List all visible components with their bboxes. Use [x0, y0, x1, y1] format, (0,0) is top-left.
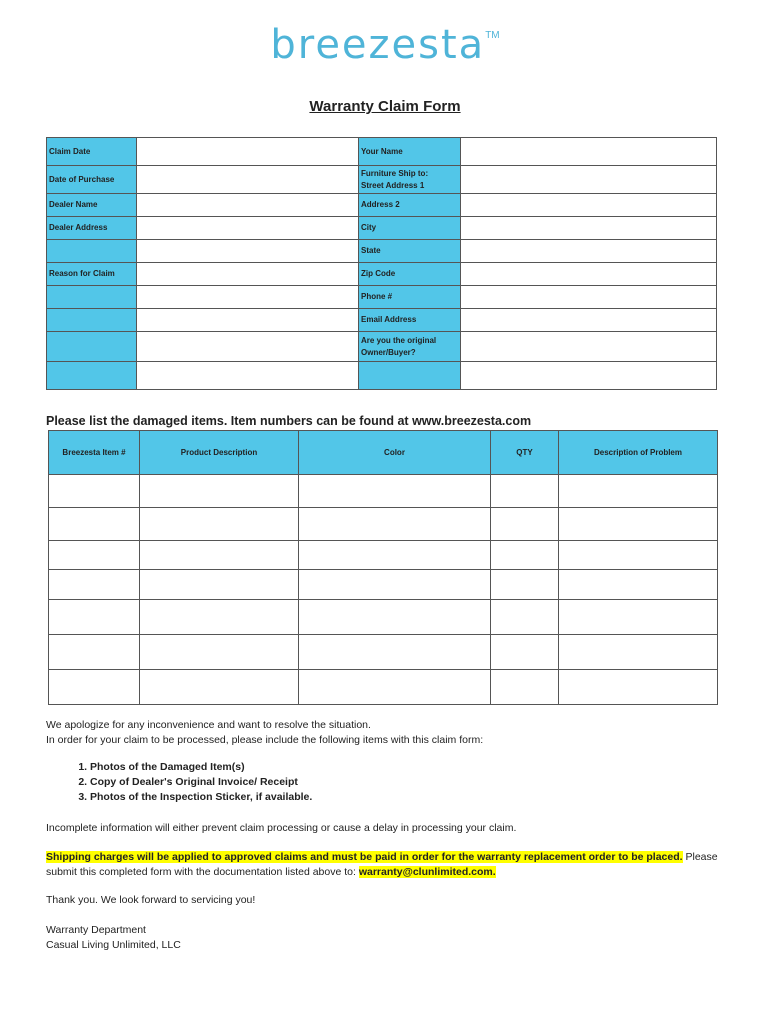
damaged-items-table — [48, 430, 718, 705]
info-left-field[interactable] — [137, 194, 359, 217]
info-left-label: Reason for Claim — [47, 263, 137, 286]
shipping-notice-paragraph — [46, 850, 726, 880]
info-left-field[interactable] — [137, 240, 359, 263]
items-cell[interactable] — [299, 670, 491, 705]
info-left-label — [47, 362, 137, 390]
info-right-label: City — [359, 217, 461, 240]
items-cell[interactable] — [140, 570, 299, 600]
items-cell[interactable] — [491, 508, 559, 541]
signature-company: Casual Living Unlimited, LLC — [46, 939, 181, 951]
form-title: Warranty Claim Form — [309, 98, 461, 115]
info-right-field[interactable] — [461, 332, 717, 362]
items-cell[interactable] — [299, 508, 491, 541]
info-row — [47, 166, 717, 194]
items-row — [49, 541, 718, 570]
items-cell[interactable] — [559, 541, 718, 570]
info-right-label: Address 2 — [359, 194, 461, 217]
thanks-text: Thank you. We look forward to servicing you! — [46, 894, 256, 906]
items-cell[interactable] — [299, 570, 491, 600]
requirement-item: 1. Photos of the Damaged Item(s) — [90, 760, 312, 775]
info-right-label: Your Name — [359, 138, 461, 166]
apology-line-1: We apologize for any inconvenience and want to resolve the situation. — [46, 719, 371, 731]
items-column-header: Breezesta Item # — [49, 431, 140, 475]
items-cell[interactable] — [491, 541, 559, 570]
items-cell[interactable] — [49, 570, 140, 600]
items-cell[interactable] — [299, 600, 491, 635]
info-row — [47, 217, 717, 240]
damaged-items-heading: Please list the damaged items. Item numbers can be found at www.breezesta.com — [46, 414, 532, 428]
signature-department: Warranty Department — [46, 924, 146, 936]
info-right-label: Phone # — [359, 286, 461, 309]
items-cell[interactable] — [49, 475, 140, 508]
info-left-field[interactable] — [137, 138, 359, 166]
items-cell[interactable] — [299, 541, 491, 570]
items-cell[interactable] — [559, 508, 718, 541]
trademark-mark: TM — [485, 30, 500, 41]
items-cell[interactable] — [491, 570, 559, 600]
items-cell[interactable] — [559, 600, 718, 635]
info-row — [47, 263, 717, 286]
info-right-label: Email Address — [359, 309, 461, 332]
items-cell[interactable] — [49, 670, 140, 705]
items-row — [49, 570, 718, 600]
items-cell[interactable] — [491, 670, 559, 705]
items-cell[interactable] — [559, 570, 718, 600]
info-right-label: Are you the original Owner/Buyer? — [359, 332, 461, 362]
items-cell[interactable] — [49, 541, 140, 570]
info-left-label: Date of Purchase — [47, 166, 137, 194]
info-row — [47, 309, 717, 332]
info-left-label — [47, 286, 137, 309]
items-cell[interactable] — [559, 635, 718, 670]
items-cell[interactable] — [140, 635, 299, 670]
items-column-header: Description of Problem — [559, 431, 718, 475]
incomplete-notice: Incomplete information will either prevent claim processing or cause a delay in processing your claim. — [46, 822, 517, 834]
brand-logo — [0, 22, 770, 68]
items-row — [49, 508, 718, 541]
items-cell[interactable] — [49, 600, 140, 635]
info-left-field[interactable] — [137, 263, 359, 286]
brand-name: breezesta — [270, 22, 486, 68]
items-cell[interactable] — [559, 670, 718, 705]
info-row — [47, 194, 717, 217]
info-left-label — [47, 332, 137, 362]
apology-text — [46, 718, 726, 748]
requirement-item: 3. Photos of the Inspection Sticker, if available. — [90, 790, 312, 805]
items-row — [49, 670, 718, 705]
submit-text: Please submit this completed form with the documentation listed above to: — [46, 851, 718, 878]
info-row — [47, 362, 717, 390]
info-right-field[interactable] — [461, 240, 717, 263]
info-row — [47, 332, 717, 362]
items-row — [49, 475, 718, 508]
items-cell[interactable] — [559, 475, 718, 508]
info-left-field[interactable] — [137, 362, 359, 390]
info-right-label: Zip Code — [359, 263, 461, 286]
items-cell[interactable] — [140, 600, 299, 635]
info-right-field[interactable] — [461, 194, 717, 217]
info-left-label: Dealer Name — [47, 194, 137, 217]
info-left-field[interactable] — [137, 217, 359, 240]
items-cell[interactable] — [140, 475, 299, 508]
info-left-field[interactable] — [137, 332, 359, 362]
items-cell[interactable] — [49, 635, 140, 670]
items-cell[interactable] — [491, 635, 559, 670]
info-right-field[interactable] — [461, 362, 717, 390]
info-left-label — [47, 309, 137, 332]
info-right-field[interactable] — [461, 286, 717, 309]
items-row — [49, 600, 718, 635]
items-cell[interactable] — [491, 475, 559, 508]
info-left-field[interactable] — [137, 166, 359, 194]
info-right-field[interactable] — [461, 263, 717, 286]
items-cell[interactable] — [140, 670, 299, 705]
items-cell[interactable] — [49, 508, 140, 541]
info-left-label: Claim Date — [47, 138, 137, 166]
signature-block — [46, 923, 726, 953]
items-row — [49, 635, 718, 670]
info-left-label: Dealer Address — [47, 217, 137, 240]
items-cell[interactable] — [140, 541, 299, 570]
claim-info-table — [46, 137, 717, 390]
items-column-header: QTY — [491, 431, 559, 475]
apology-line-2: In order for your claim to be processed, please include the following items with this claim form: — [46, 734, 484, 746]
info-left-field[interactable] — [137, 286, 359, 309]
info-right-label — [359, 362, 461, 390]
info-right-field[interactable] — [461, 309, 717, 332]
warranty-email: warranty@clunlimited.com. — [358, 866, 496, 878]
items-cell[interactable] — [299, 635, 491, 670]
info-left-label — [47, 240, 137, 263]
requirements-list — [46, 760, 312, 805]
items-column-header: Product Description — [140, 431, 299, 475]
requirement-item: 2. Copy of Dealer's Original Invoice/ Receipt — [90, 775, 312, 790]
info-row — [47, 286, 717, 309]
info-right-field[interactable] — [461, 138, 717, 166]
info-right-field[interactable] — [461, 166, 717, 194]
info-right-label: Furniture Ship to: Street Address 1 — [359, 166, 461, 194]
info-right-label: State — [359, 240, 461, 263]
items-column-header: Color — [299, 431, 491, 475]
items-cell[interactable] — [140, 508, 299, 541]
info-right-field[interactable] — [461, 217, 717, 240]
shipping-notice: Shipping charges will be applied to approved claims and must be paid in order for the warranty replacement order to be placed. — [46, 851, 683, 863]
items-cell[interactable] — [491, 600, 559, 635]
info-row — [47, 240, 717, 263]
info-row — [47, 138, 717, 166]
info-left-field[interactable] — [137, 309, 359, 332]
items-cell[interactable] — [299, 475, 491, 508]
